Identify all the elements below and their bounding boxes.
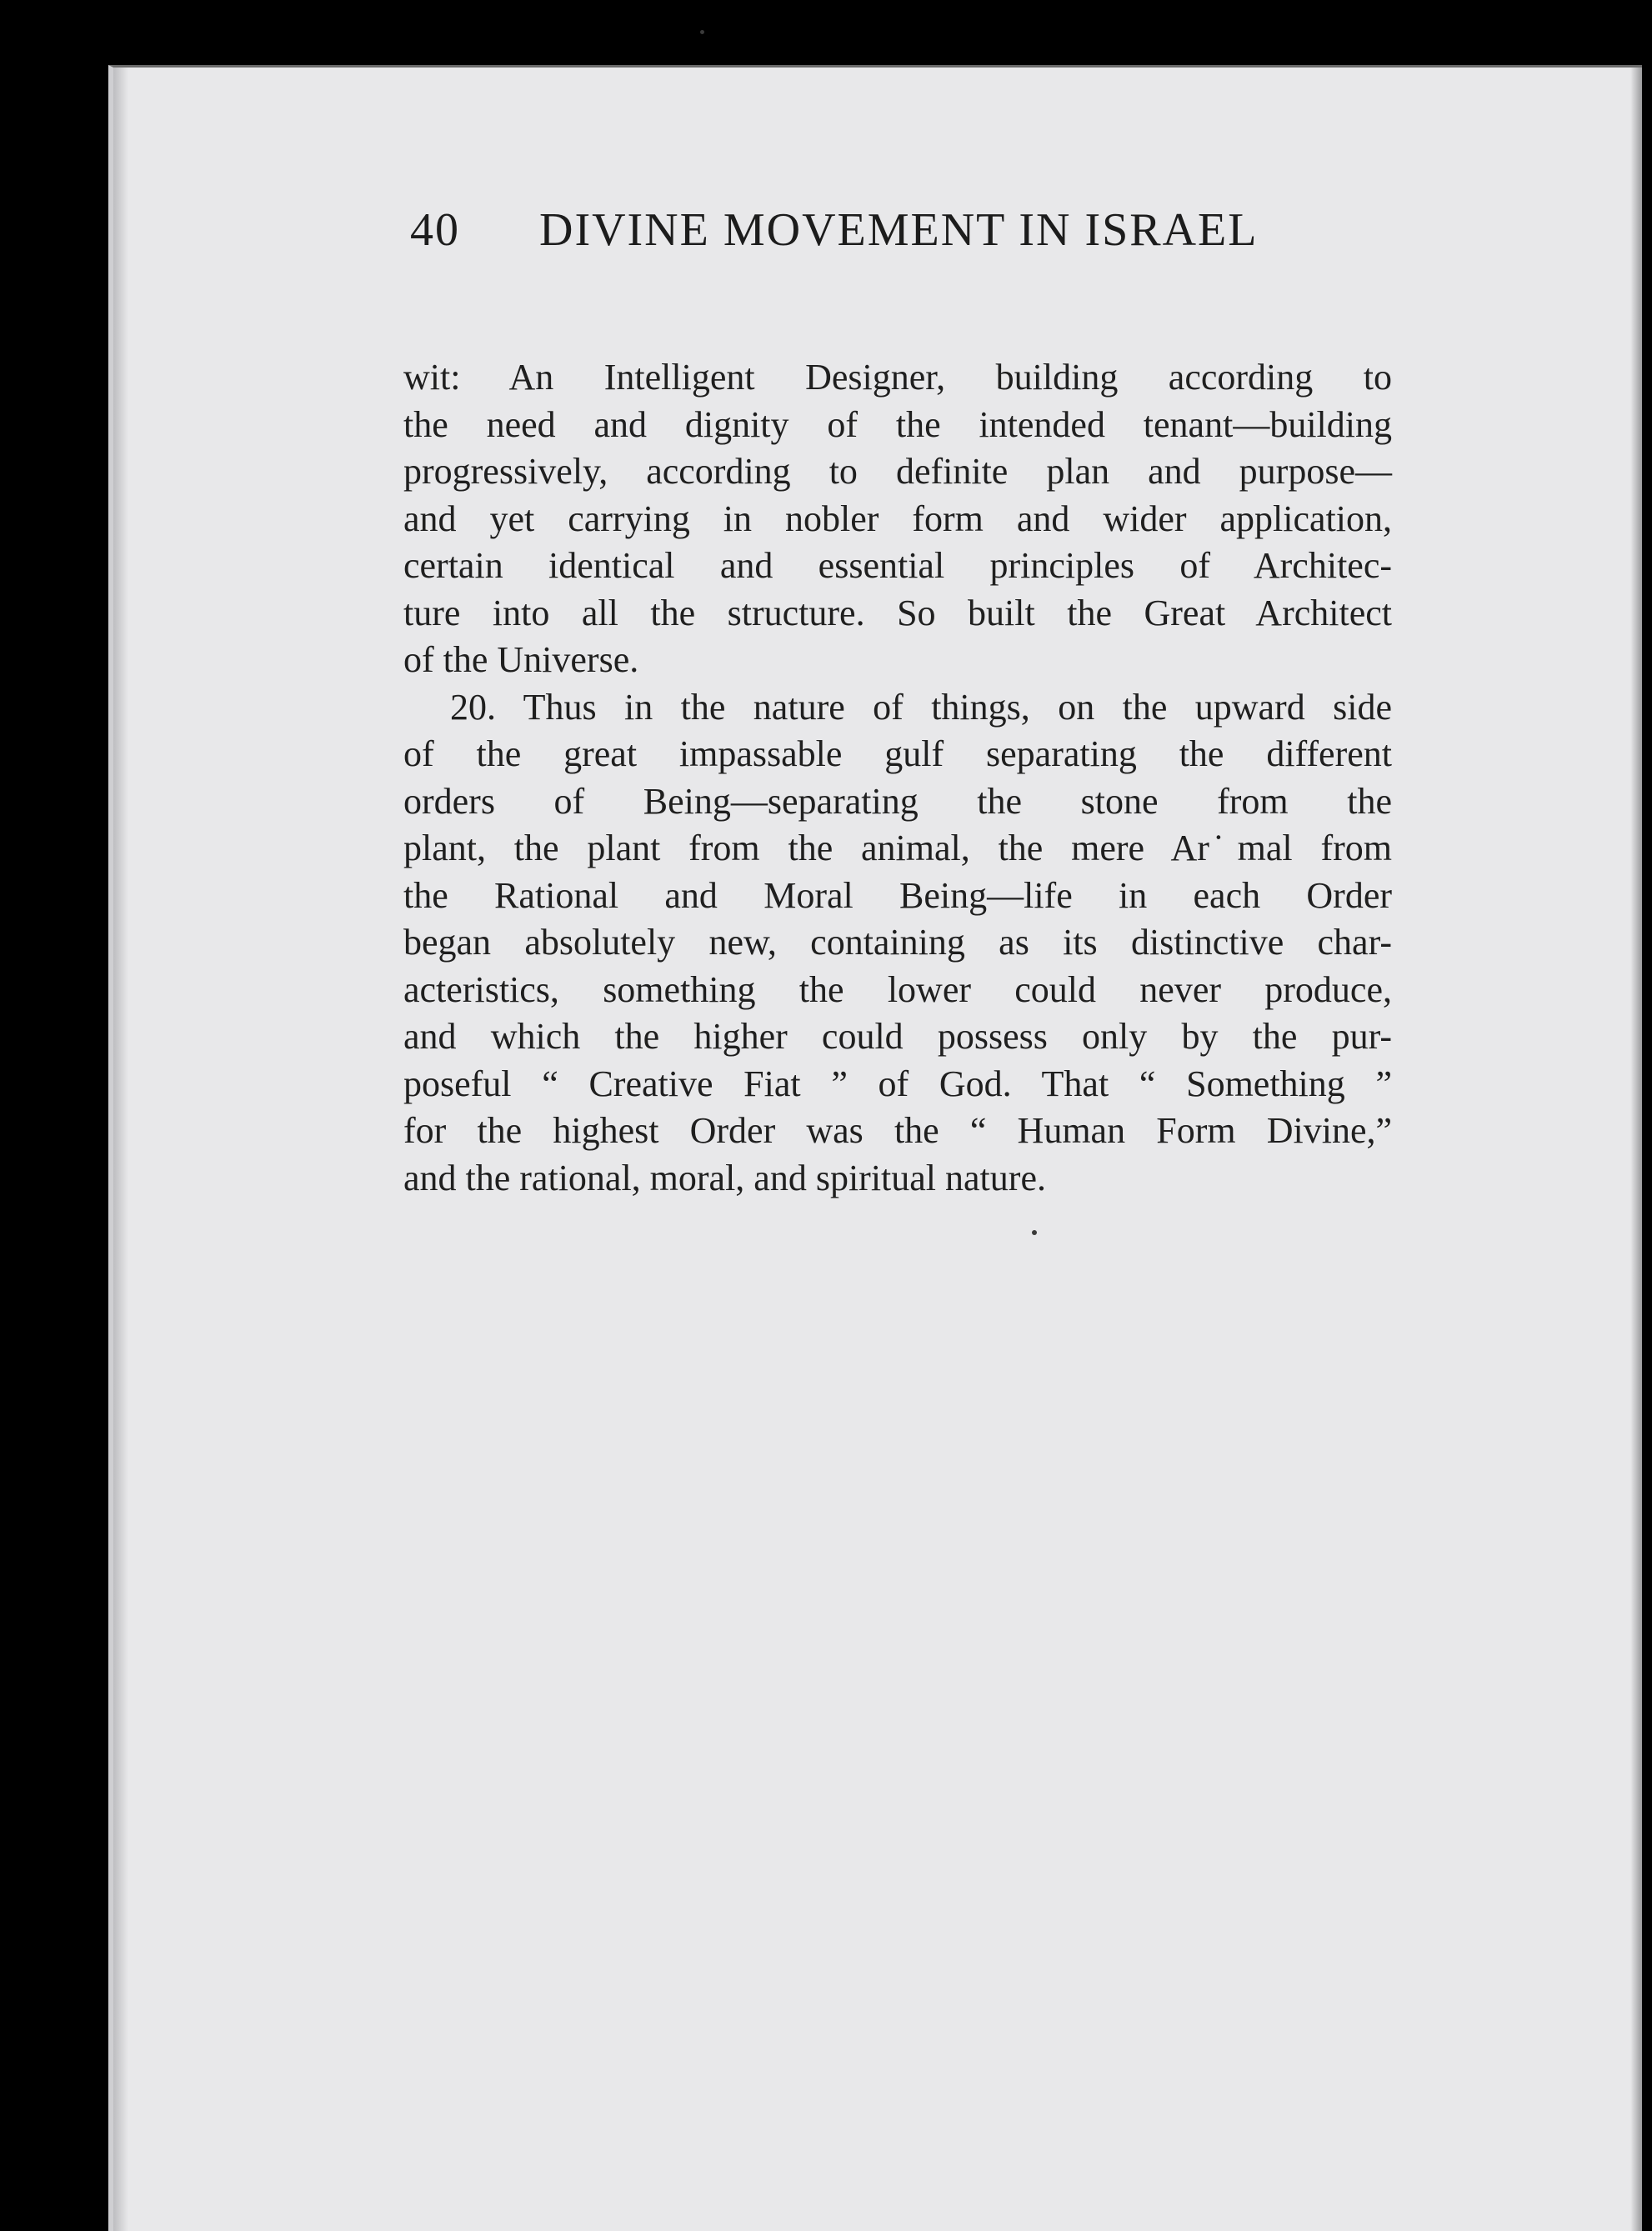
- text-line: of the Universe.: [403, 639, 639, 680]
- text-line: orders of Being—separating the stone from the: [403, 780, 1392, 822]
- running-title: DIVINE MOVEMENT IN ISRAEL: [539, 204, 1259, 256]
- text-line: plant, the plant from the animal, the mere Ar ̇mal from: [403, 828, 1392, 868]
- running-head: [410, 203, 1379, 270]
- text-line: ture into all the structure. So built the Great Architect: [403, 592, 1392, 633]
- text-line: wit: An Intelligent Designer, building according to: [403, 357, 1392, 398]
- text-line: acteristics, something the lower could never produce,: [403, 968, 1392, 1010]
- text-line: certain identical and essential principles of Architec-: [403, 545, 1392, 586]
- print-speck: [700, 30, 704, 34]
- text-line: for the highest Order was the “ Human Form Divine,”: [403, 1110, 1392, 1151]
- text-line: and which the higher could possess only by the pur-: [403, 1016, 1392, 1057]
- page-number: 40: [410, 204, 460, 256]
- print-speck: [1032, 1230, 1037, 1235]
- text-line: poseful “ Creative Fiat ” of God. That “ Something ”: [403, 1063, 1392, 1104]
- body-text: [403, 354, 1392, 1202]
- text-line: and the rational, moral, and spiritual nature.: [403, 1157, 1046, 1198]
- text-line: 20. Thus in the nature of things, on the upward side: [450, 686, 1392, 728]
- text-line: of the great impassable gulf separating the different: [403, 733, 1392, 774]
- text-line: began absolutely new, containing as its distinctive char-: [403, 922, 1392, 963]
- page-edge-shadow: [1630, 68, 1642, 2231]
- text-line: and yet carrying in nobler form and wider application,: [403, 498, 1392, 539]
- text-line: progressively, according to definite plan and purpose—: [403, 451, 1392, 492]
- page-gutter-shadow: [113, 68, 128, 2231]
- text-line: the Rational and Moral Being—life in each Order: [403, 874, 1392, 916]
- text-line: the need and dignity of the intended tenant—building: [403, 403, 1392, 445]
